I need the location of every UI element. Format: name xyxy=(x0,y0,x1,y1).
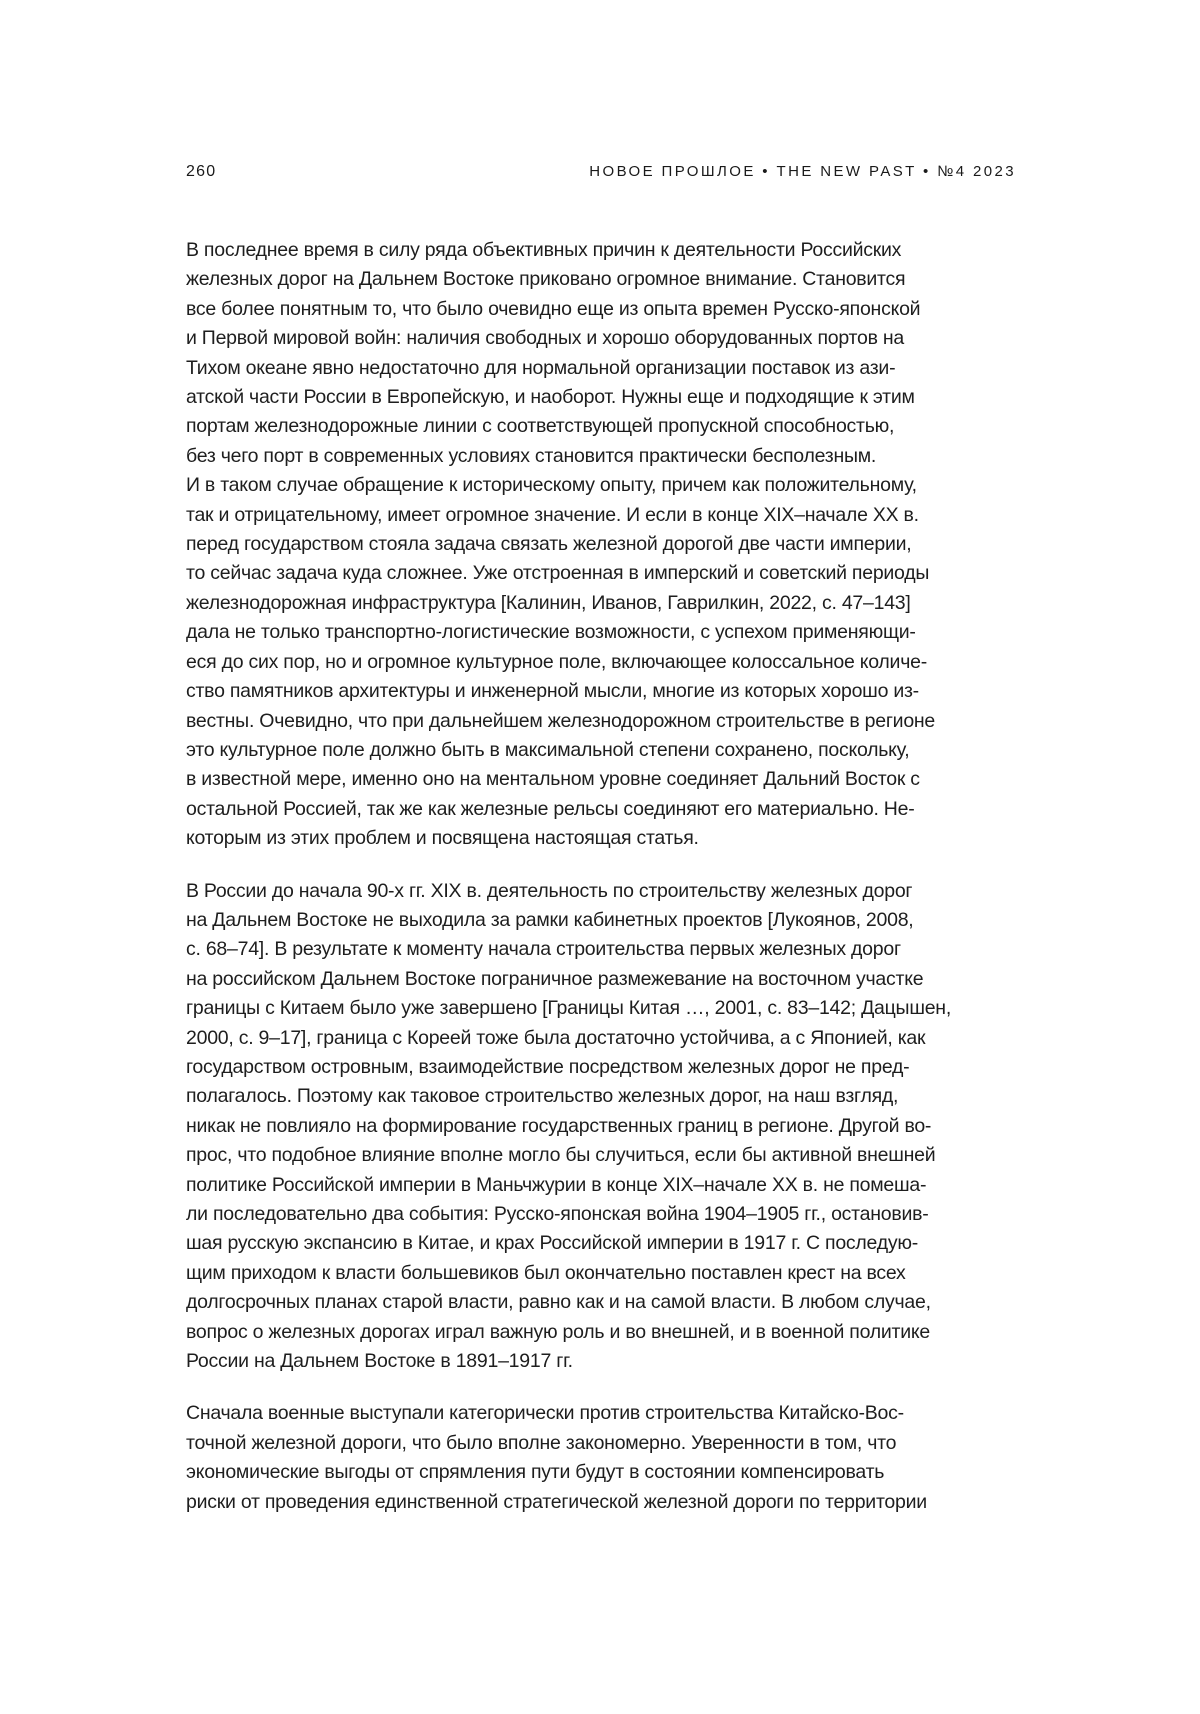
journal-running-head: НОВОЕ ПРОШЛОЕ • THE NEW PAST • №4 2023 xyxy=(589,163,1016,180)
running-header xyxy=(186,163,1016,181)
paragraph-1: В последнее время в силу ряда объективных причин к деятельности Российских железных дорог на Дальнем Востоке приковано огромное внимание. Становится все более понятным то, что было очевидно еще из опыта времен Русско-японской и Первой мировой войн: наличия свободных и хорошо оборудованных портов на Тихом океане явно недостаточно для нормальной организации поставок из ази- атской части России в Европейскую, и наоборот. Нужны еще и подходящие к этим портам железнодорожные линии с соответствующей пропускной способностью, без чего порт в современных условиях становится практически бесполезным. И в таком случае обращение к историческому опыту, причем как положительному, так и отрицательному, имеет огромное значение. И если в конце XIX–начале XX в. перед государством стояла задача связать железной дорогой две части империи, то сейчас задача куда сложнее. Уже отстроенная в имперский и советский периоды железнодорожная инфраструктура [Калинин, Иванов, Гаврилкин, 2022, с. 47–143] дала не только транспортно-логистические возможности, с успехом применяющи- еся до сих пор, но и огромное культурное поле, включающее колоссальное количе- ство памятников архитектуры и инженерной мысли, многие из которых хорошо из- вестны. Очевидно, что при дальнейшем железнодорожном строительстве в регионе это культурное поле должно быть в максимальной степени сохранено, поскольку, в известной мере, именно оно на ментальном уровне соединяет Дальний Восток с остальной Россией, так же как железные рельсы соединяют его материально. Не- которым из этих проблем и посвящена настоящая статья. xyxy=(186,239,936,850)
page-number: 260 xyxy=(186,163,217,180)
paragraph-3: Сначала военные выступали категорически против строительства Китайско-Вос- точной железной дороги, что было вполне закономерно. Уверенности в том, что экономические выгоды от спрямления пути будут в состоянии компенсировать риски от проведения единственной стратегической железной дороги по территории xyxy=(186,1402,927,1513)
paragraph-2: В России до начала 90-х гг. XIX в. деятельность по строительству железных дорог на Дальнем Востоке не выходила за рамки кабинетных проектов [Лукоянов, 2008, с. 68–74]. В результате к моменту начала строительства первых железных дорог на российском Дальнем Востоке пограничное размежевание на восточном участке границы с Китаем было уже завершено [Границы Китая …, 2001, с. 83–142; Дацышен, 2000, с. 9–17], граница с Кореей тоже была достаточно устойчива, а с Японией, как государством островным, взаимодействие посредством железных дорог не пред- полагалось. Поэтому как таковое строительство железных дорог, на наш взгляд, никак не повлияло на формирование государственных границ в регионе. Другой во- прос, что подобное влияние вполне могло бы случиться, если бы активной внешней политике Российской империи в Маньчжурии в конце XIX–начале XX в. не помеша- ли последовательно два события: Русско-японская война 1904–1905 гг., остановив- шая русскую экспансию в Китае, и крах Российской империи в 1917 г. С последую- щим приходом к власти большевиков был окончательно поставлен крест на всех долгосрочных планах старой власти, равно как и на самой власти. В любом случае, вопрос о железных дорогах играл важную роль и во внешней, и в военной политике России на Дальнем Востоке в 1891–1917 гг. xyxy=(186,879,951,1373)
article-body xyxy=(186,236,1106,1540)
